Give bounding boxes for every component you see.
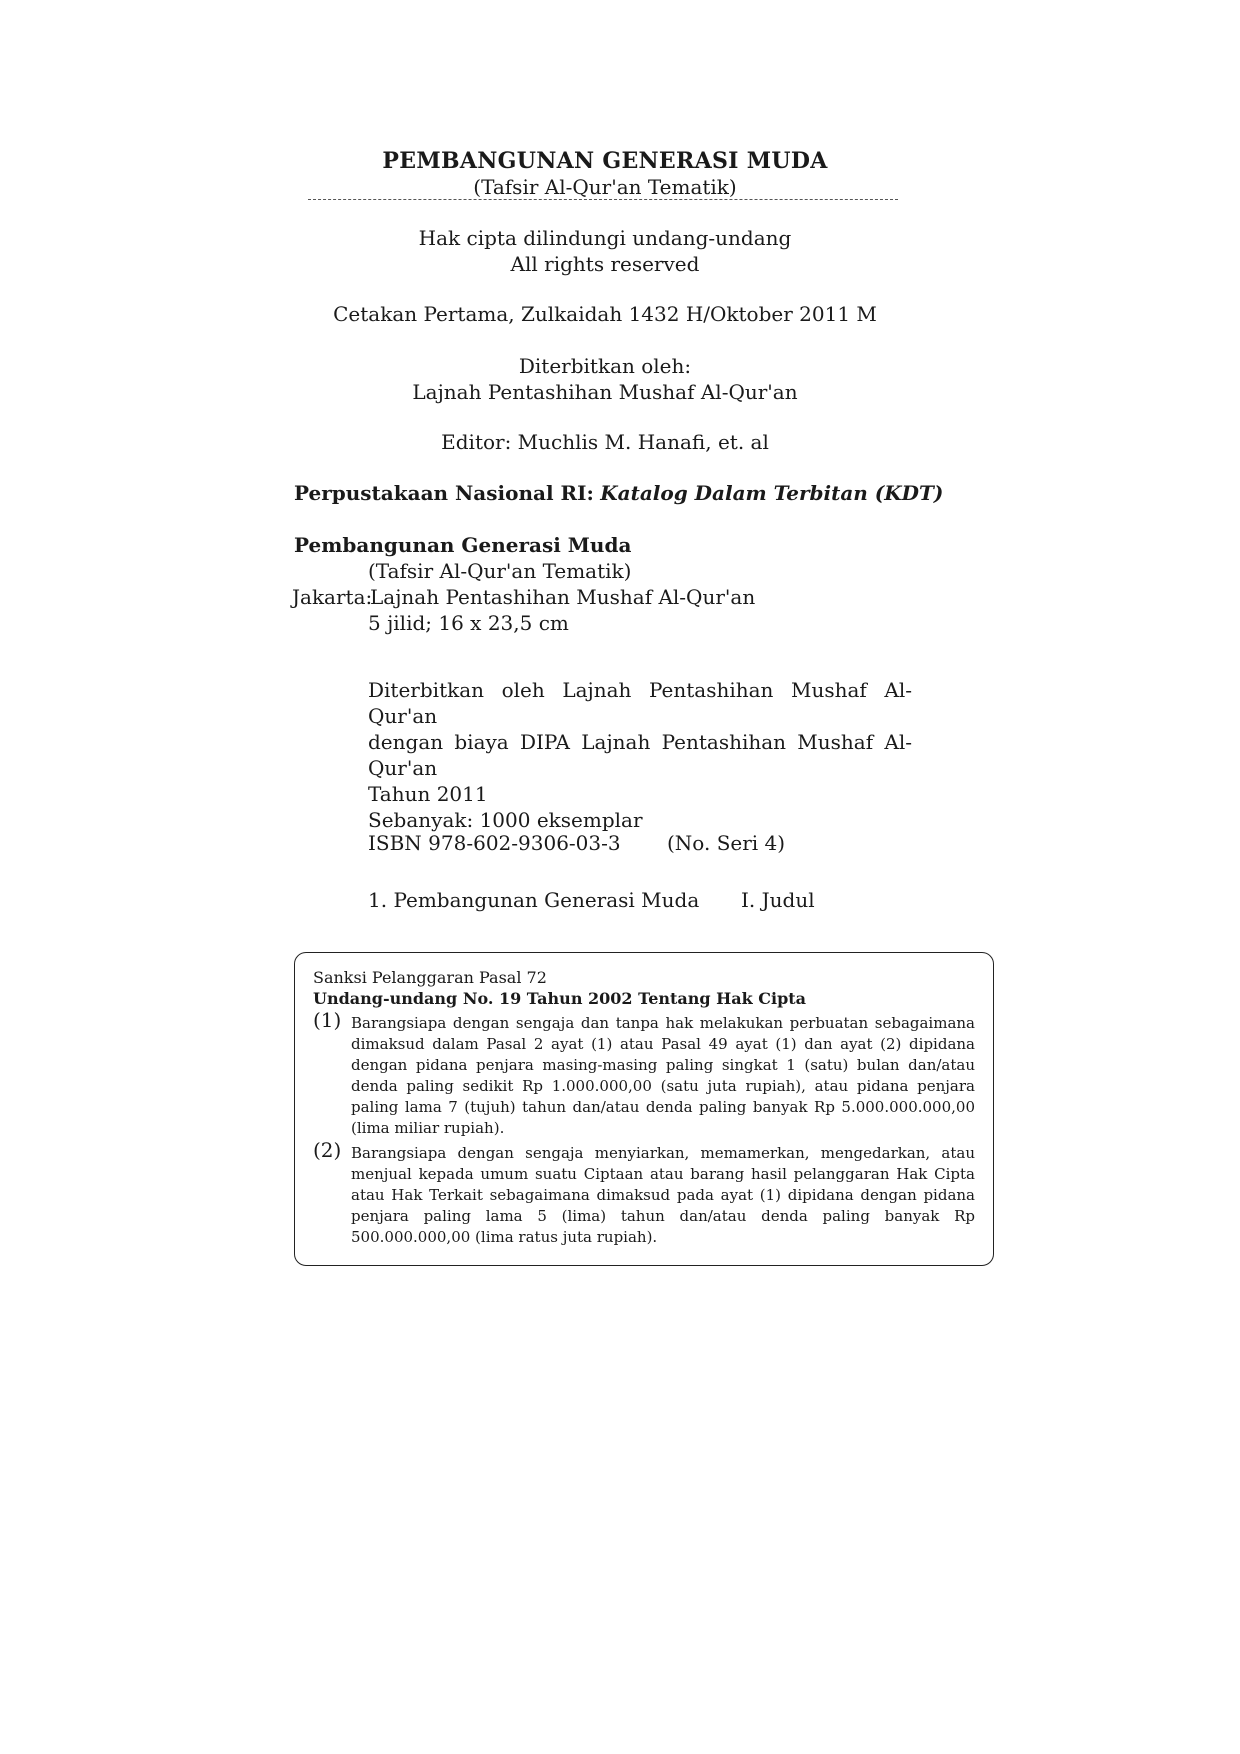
catalog-volumes: 5 jilid; 16 x 23,5 cm: [368, 611, 569, 635]
catalog-place-publisher: Lajnah Pentashihan Mushaf Al-Qur'an: [370, 585, 756, 609]
rights-line-2: All rights reserved: [510, 252, 700, 276]
sanction-box: [294, 952, 994, 1266]
sanction-heading: Sanksi Pelanggaran Pasal 72: [313, 968, 547, 987]
funding-line-1: Diterbitkan oleh Lajnah Pentashihan Mushaf Al-Qur'an: [368, 678, 912, 728]
book-subtitle: (Tafsir Al-Qur'an Tematik): [473, 175, 737, 199]
editor: Editor: Muchlis M. Hanafi, et. al: [441, 430, 769, 454]
sanction-item-text: Barangsiapa dengan sengaja menyiarkan, memamerkan, mengedarkan, atau menjual kepada umum suatu Ciptaan atau barang hasil pelanggaran Hak Cipta atau Hak Terkait sebagaimana dimaksud pada ayat (1) dipidana dengan pidana penjara paling lama 5 (lima) tahun dan/atau denda paling banyak Rp 500.000.000,00 (lima ratus juta rupiah).: [351, 1144, 975, 1246]
dashed-divider: [308, 199, 898, 200]
catalog-entry-title: Pembangunan Generasi Muda: [294, 533, 632, 557]
funding-line-3: Tahun 2011: [368, 782, 488, 806]
catalog-heading-italic: Katalog Dalam Terbitan (KDT): [600, 481, 944, 505]
isbn: ISBN 978-602-9306-03-3: [368, 831, 621, 855]
copies: Sebanyak: 1000 eksemplar: [368, 808, 643, 832]
book-title: PEMBANGUNAN GENERASI MUDA: [382, 148, 828, 174]
rights-line-1: Hak cipta dilindungi undang-undang: [418, 226, 792, 250]
funding-block: [368, 677, 912, 833]
subject-entry: 1. Pembangunan Generasi Muda: [368, 888, 700, 912]
catalog-place-label: Jakarta:: [292, 585, 373, 609]
catalog-entry-subtitle: (Tafsir Al-Qur'an Tematik): [368, 559, 632, 583]
sanction-item-text: Barangsiapa dengan sengaja dan tanpa hak melakukan perbuatan sebagaimana dimaksud dalam Pasal 2 ayat (1) atau Pasal 49 ayat (1) dan ayat (2) dipidana dengan pidana penjara masing-masing paling singkat 1 (satu) bulan dan/atau denda paling sedikit Rp 1.000.000,00 (satu juta rupiah), atau pidana penjara paling lama 7 (tujuh) tahun dan/atau denda paling banyak Rp 5.000.000.000,00 (lima miliar rupiah).: [351, 1014, 975, 1137]
sanction-item-1: [313, 1008, 975, 1139]
series-number: (No. Seri 4): [667, 831, 786, 855]
publisher-label: Diterbitkan oleh:: [518, 354, 692, 378]
sanction-item-2: [313, 1138, 975, 1248]
publisher-name: Lajnah Pentashihan Mushaf Al-Qur'an: [412, 380, 798, 404]
funding-line-2: dengan biaya DIPA Lajnah Pentashihan Mushaf Al-Qur'an: [368, 730, 912, 780]
sanction-item-number: (2): [313, 1138, 342, 1162]
catalog-heading: [294, 481, 943, 505]
catalog-heading-bold: Perpustakaan Nasional RI:: [294, 481, 594, 505]
judul-entry: I. Judul: [741, 888, 815, 912]
edition: Cetakan Pertama, Zulkaidah 1432 H/Oktober 2011 M: [333, 302, 877, 326]
sanction-item-number: (1): [313, 1008, 342, 1032]
sanction-law: Undang-undang No. 19 Tahun 2002 Tentang Hak Cipta: [313, 989, 807, 1008]
